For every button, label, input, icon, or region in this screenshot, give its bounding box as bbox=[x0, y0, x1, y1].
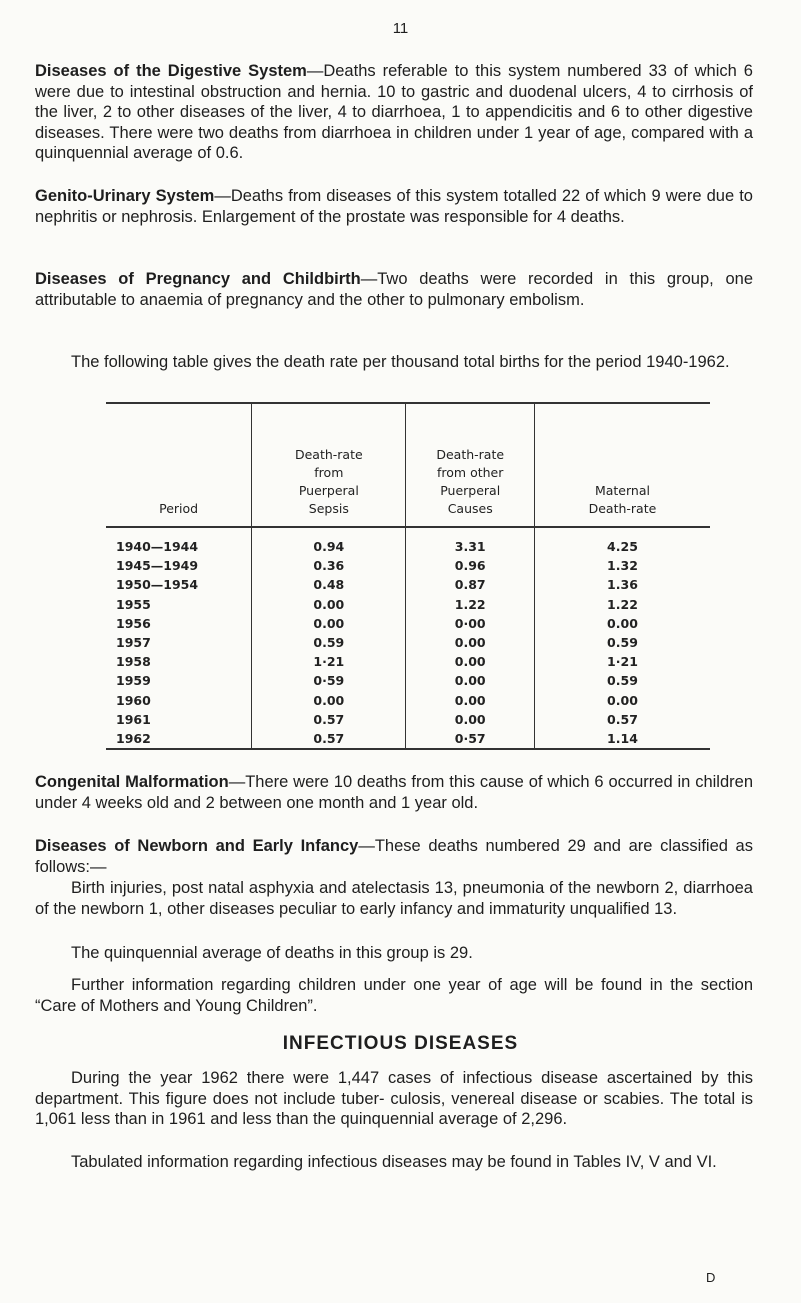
newborn-heading: Diseases of Newborn and Early Infancy bbox=[35, 837, 359, 855]
cell-puerperal-sepsis: 0.57 bbox=[252, 729, 406, 749]
pregnancy-heading: Diseases of Pregnancy and Childbirth bbox=[35, 270, 361, 288]
cell-period: 1956 bbox=[116, 615, 151, 631]
cell-maternal-death-rate: 1.36 bbox=[534, 575, 710, 594]
cell-maternal-death-rate: 1·21 bbox=[534, 652, 710, 671]
infectious-diseases-heading: INFECTIOUS DISEASES bbox=[282, 1033, 519, 1054]
cell-period: 1945—1949 bbox=[116, 558, 199, 574]
cell-puerperal-sepsis: 0.57 bbox=[252, 710, 406, 729]
digestive-text: —Deaths referable to this system numbered 33 of which 6 were due to intestinal obstruction and hernia. 10 to gastric and duodenal ulcers, 4 to cirrhosis of the liver, 2 to other diseases of the liver, 4 to diarrhoea, 1 to appendicitis and 6 to other digestive diseases. There were two deaths from diarrhoea in children under 1 year of age, compared with a quinquennial average of 0.6. bbox=[35, 62, 753, 162]
cell-other-puerperal: 3.31 bbox=[406, 527, 534, 556]
newborn-text: —These deaths numbered 29 and are classified as follows:— bbox=[35, 837, 753, 876]
cell-puerperal-sepsis: 0.00 bbox=[252, 595, 406, 614]
cell-period: 1962 bbox=[106, 729, 252, 749]
genito-paragraph bbox=[35, 186, 753, 227]
infectious-body-paragraph: During the year 1962 there were 1,447 cases of infectious disease ascertained by this department. This figure does not include tuber- culosis, venereal disease or scabies. The total is 1,061 less than in 1961 and less than the quinquennial average of 2,296. bbox=[35, 1069, 753, 1128]
table-header-row bbox=[106, 403, 710, 527]
cell-period: 1959 bbox=[116, 673, 151, 689]
tabulated-paragraph: Tabulated information regarding infectious diseases may be found in Tables IV, V and VI. bbox=[71, 1153, 717, 1171]
cell-puerperal-sepsis: 0.00 bbox=[252, 691, 406, 710]
table-row bbox=[106, 527, 710, 556]
table-row bbox=[106, 575, 710, 594]
cell-period: 1960 bbox=[116, 692, 151, 708]
cell-puerperal-sepsis: 0.48 bbox=[252, 575, 406, 594]
congenital-heading: Congenital Malformation bbox=[35, 773, 229, 791]
quinquennial-paragraph: The quinquennial average of deaths in this group is 29. bbox=[71, 944, 473, 962]
table-intro: The following table gives the death rate per thousand total births for the period 1940-1962. bbox=[71, 353, 730, 371]
cell-maternal-death-rate: 1.14 bbox=[534, 729, 710, 749]
cell-puerperal-sepsis: 0.59 bbox=[252, 633, 406, 652]
cell-maternal-death-rate: 0.59 bbox=[534, 671, 710, 690]
cell-puerperal-sepsis: 0·59 bbox=[252, 671, 406, 690]
cell-puerperal-sepsis: 0.94 bbox=[252, 527, 406, 556]
header-maternal-death-rate: Maternal Death-rate bbox=[534, 403, 710, 527]
table-row bbox=[106, 614, 710, 633]
table-row bbox=[106, 671, 710, 690]
cell-period: 1961 bbox=[116, 711, 151, 727]
cell-period: 1957 bbox=[116, 635, 151, 651]
cell-maternal-death-rate: 0.59 bbox=[534, 633, 710, 652]
cell-maternal-death-rate: 1.32 bbox=[534, 556, 710, 575]
cell-other-puerperal: 0.96 bbox=[406, 556, 534, 575]
genito-heading: Genito-Urinary System bbox=[35, 187, 215, 205]
cell-other-puerperal: 1.22 bbox=[406, 595, 534, 614]
table-row bbox=[106, 729, 710, 749]
congenital-paragraph bbox=[35, 772, 753, 813]
cell-other-puerperal: 0.00 bbox=[406, 652, 534, 671]
cell-puerperal-sepsis: 0.36 bbox=[252, 556, 406, 575]
cell-other-puerperal: 0.00 bbox=[406, 633, 534, 652]
newborn-paragraph bbox=[35, 836, 753, 877]
table-row bbox=[106, 691, 710, 710]
cell-period: 1940—1944 bbox=[116, 539, 199, 555]
table-row bbox=[106, 710, 710, 729]
further-info-paragraph: Further information regarding children under one year of age will be found in the section “Care of Mothers and Young Children”. bbox=[35, 976, 753, 1015]
congenital-text: —There were 10 deaths from this cause of which 6 occurred in children under 4 weeks old and 2 between one month and 1 year old. bbox=[35, 773, 753, 812]
genito-text: —Deaths from diseases of this system totalled 22 of which 9 were due to nephritis or nephrosis. Enlargement of the prostate was responsible for 4 deaths. bbox=[35, 187, 753, 226]
pregnancy-text: —Two deaths were recorded in this group, one attributable to anaemia of pregnancy and the other to pulmonary embolism. bbox=[35, 270, 753, 309]
cell-maternal-death-rate: 0.57 bbox=[534, 710, 710, 729]
table-row bbox=[106, 556, 710, 575]
cell-period: 1955 bbox=[116, 596, 151, 612]
cell-puerperal-sepsis: 0.00 bbox=[252, 614, 406, 633]
pregnancy-paragraph bbox=[35, 269, 753, 310]
page-number: 11 bbox=[392, 20, 409, 37]
cell-period: 1950—1954 bbox=[116, 577, 199, 593]
header-other-puerperal: Death-rate from other Puerperal Causes bbox=[406, 403, 534, 527]
cell-maternal-death-rate: 4.25 bbox=[534, 527, 710, 556]
table-body bbox=[106, 527, 710, 749]
birth-injuries-paragraph: Birth injuries, post natal asphyxia and atelectasis 13, pneumonia of the newborn 2, diarrhoea of the newborn 1, other diseases peculiar to early infancy and immaturity unqualified 13. bbox=[35, 879, 753, 918]
header-puerperal-sepsis: Death-rate from Puerperal Sepsis bbox=[252, 403, 406, 527]
cell-other-puerperal: 0.00 bbox=[406, 710, 534, 729]
cell-period: 1958 bbox=[116, 654, 151, 670]
table-row bbox=[106, 595, 710, 614]
digestive-heading: Diseases of the Digestive System bbox=[35, 62, 307, 80]
table-row bbox=[106, 652, 710, 671]
header-period: Period bbox=[106, 403, 252, 527]
page-signature-letter: D bbox=[706, 1270, 716, 1285]
cell-maternal-death-rate: 0.00 bbox=[534, 691, 710, 710]
cell-other-puerperal: 0.00 bbox=[406, 671, 534, 690]
cell-maternal-death-rate: 0.00 bbox=[534, 614, 710, 633]
cell-other-puerperal: 0.87 bbox=[406, 575, 534, 594]
digestive-paragraph bbox=[35, 61, 753, 164]
cell-other-puerperal: 0·00 bbox=[406, 614, 534, 633]
cell-other-puerperal: 0·57 bbox=[406, 729, 534, 749]
cell-other-puerperal: 0.00 bbox=[406, 691, 534, 710]
death-rate-table bbox=[106, 402, 710, 750]
table-row bbox=[106, 633, 710, 652]
cell-puerperal-sepsis: 1·21 bbox=[252, 652, 406, 671]
cell-maternal-death-rate: 1.22 bbox=[534, 595, 710, 614]
